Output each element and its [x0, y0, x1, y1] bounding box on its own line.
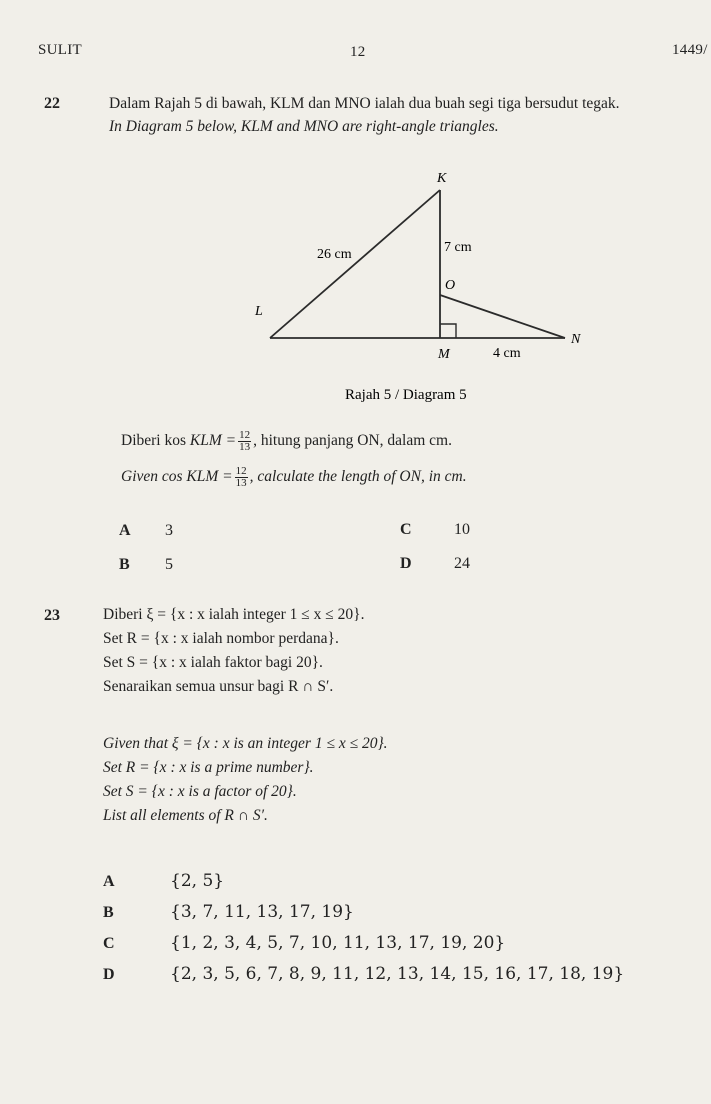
q22-angle-ms: KLM =: [189, 432, 237, 450]
q22-given-ms: [121, 430, 452, 453]
fraction-numerator: 12: [239, 429, 251, 441]
fraction-denominator: 13: [239, 441, 251, 453]
label-M: M: [438, 347, 450, 362]
q22-statement-ms: Dalam Rajah 5 di bawah, KLM dan MNO ialah dua buah segi tiga bersudut tegak.: [109, 95, 620, 112]
option-value: 24: [454, 555, 470, 572]
q22-option-a[interactable]: [119, 522, 173, 540]
fraction: [238, 430, 251, 453]
q23-option-b[interactable]: [103, 902, 354, 922]
length-KL: 26 cm: [317, 247, 352, 262]
q22-option-c[interactable]: [400, 521, 470, 539]
q22-option-b[interactable]: [119, 556, 173, 574]
q22-given-ms-pre: Diberi kos: [121, 432, 187, 450]
side-ON: [440, 295, 565, 338]
option-value: 3: [165, 522, 173, 539]
fraction-numerator: 12: [235, 465, 247, 477]
q23-line-en-2: Set R = {x : x is a prime number}.: [103, 759, 314, 776]
option-value: 10: [454, 521, 470, 538]
header-left: SULIT: [38, 42, 82, 58]
diagram-5: [0, 0, 711, 420]
q23-line-en-3: Set S = {x : x is a factor of 20}.: [103, 783, 297, 800]
length-KO: 7 cm: [444, 240, 472, 255]
option-letter: C: [400, 521, 412, 538]
question-23-number: 23: [44, 607, 60, 624]
fraction: [235, 466, 248, 489]
q23-line-en-1: Given that ξ = {x : x is an integer 1 ≤ x ≤ 20}.: [103, 735, 388, 752]
option-letter: B: [119, 556, 130, 573]
option-value: {2, 3, 5, 6, 7, 8, 9, 11, 12, 13, 14, 15, 16, 17, 18, 19}: [170, 964, 625, 984]
label-O: O: [445, 278, 456, 293]
q22-angle-en: KLM =: [186, 468, 233, 486]
option-letter: B: [103, 904, 114, 921]
q23-line-ms-2: Set R = {x : x ialah nombor perdana}.: [103, 630, 339, 647]
header-right: 1449/: [672, 42, 708, 58]
label-L: L: [255, 304, 263, 319]
page-number: 12: [350, 44, 366, 60]
side-LK: [270, 190, 440, 338]
option-value: 5: [165, 556, 173, 573]
label-K: K: [437, 171, 447, 186]
q23-option-c[interactable]: [103, 933, 506, 953]
option-value: {1, 2, 3, 4, 5, 7, 10, 11, 13, 17, 19, 20}: [170, 933, 506, 953]
option-value: {2, 5}: [170, 871, 225, 891]
option-letter: D: [400, 555, 412, 572]
question-22-number: 22: [44, 95, 60, 112]
q23-line-en-4: List all elements of R ∩ S′.: [103, 807, 268, 824]
q22-statement-en: In Diagram 5 below, KLM and MNO are right-angle triangles.: [109, 118, 499, 135]
q22-given-ms-post: , hitung panjang ON, dalam cm.: [253, 432, 452, 450]
q22-given-en-post: , calculate the length of ON, in cm.: [249, 468, 467, 486]
q23-line-ms-4: Senaraikan semua unsur bagi R ∩ S′.: [103, 678, 334, 695]
diagram-caption: Rajah 5 / Diagram 5: [345, 387, 467, 403]
option-letter: D: [103, 966, 115, 983]
label-N: N: [571, 332, 581, 347]
option-letter: A: [103, 873, 115, 890]
q23-line-ms-1: Diberi ξ = {x : x ialah integer 1 ≤ x ≤ 20}.: [103, 606, 365, 623]
option-value: {3, 7, 11, 13, 17, 19}: [170, 902, 354, 922]
q22-option-d[interactable]: [400, 555, 470, 573]
q23-line-ms-3: Set S = {x : x ialah faktor bagi 20}.: [103, 654, 323, 671]
option-letter: A: [119, 522, 131, 539]
q22-given-en-pre: Given cos: [121, 468, 183, 486]
q22-given-en: [121, 466, 467, 489]
option-letter: C: [103, 935, 115, 952]
q23-option-a[interactable]: [103, 871, 225, 891]
fraction-denominator: 13: [235, 477, 247, 489]
length-MN: 4 cm: [493, 346, 521, 361]
right-angle-marker: [440, 324, 456, 338]
q23-option-d[interactable]: [103, 964, 625, 984]
